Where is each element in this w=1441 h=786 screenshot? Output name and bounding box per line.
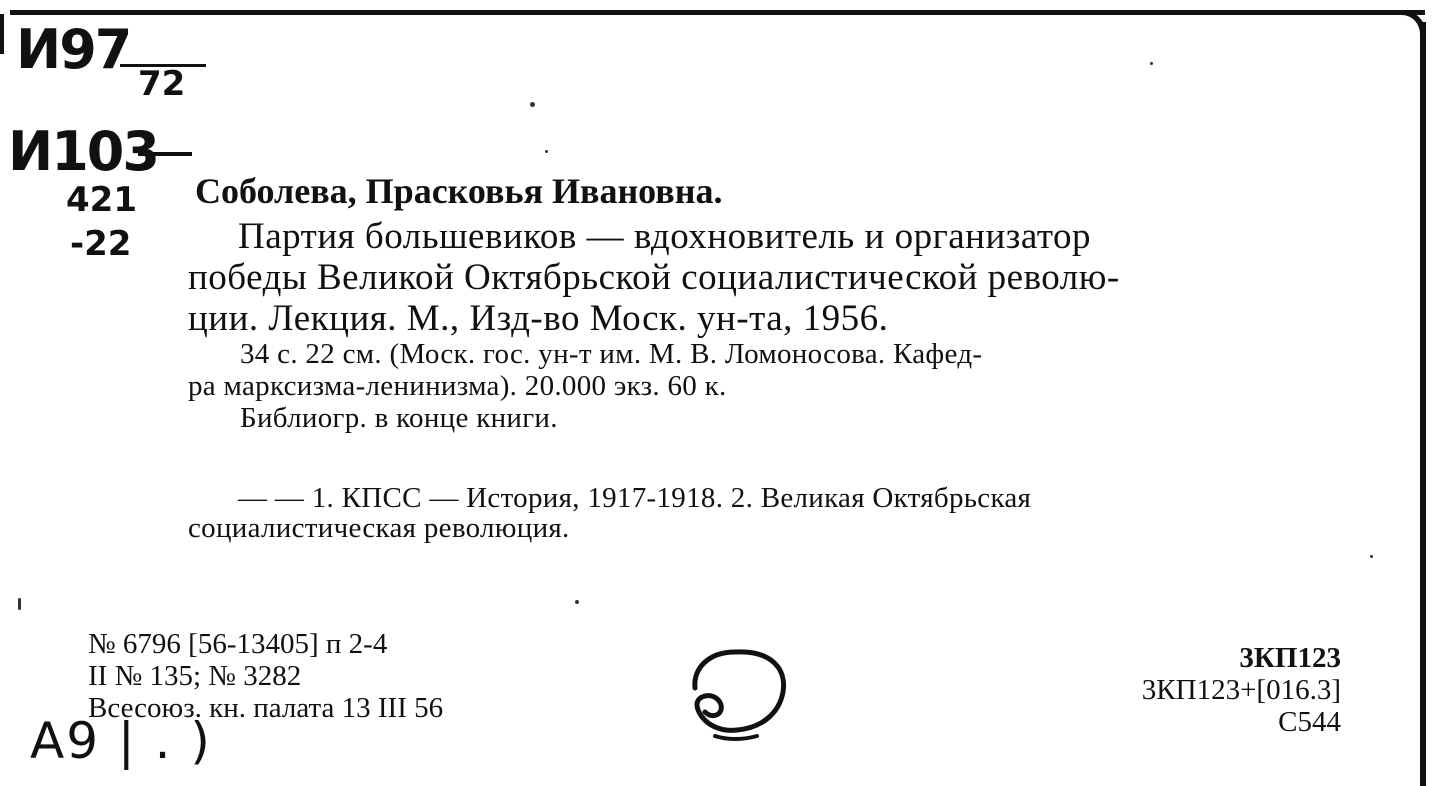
classification-code-1: 3КП123 [1239,642,1341,674]
card-border-left [0,14,4,54]
title-line-2: победы Великой Октябрьской социалистической револю- [188,257,1120,298]
scan-speckle [545,150,548,153]
scan-speckle [1150,62,1153,65]
scan-speckle [1370,555,1373,558]
chamber-imprint: Всесоюз. кн. палата 13 III 56 [88,692,444,724]
subject-headings-line-2: социалистическая революция. [188,512,570,544]
scan-speckle [18,598,21,610]
handwritten-dash [138,152,192,156]
scan-speckle [530,102,535,107]
author-mark: С544 [1278,706,1341,738]
title-line-1: Партия большевиков — вдохновитель и организатор [238,216,1092,257]
registration-sub-number: II № 135; № 3282 [88,660,302,692]
handwritten-code-fourth: -22 [70,224,132,264]
card-border-top [10,10,1425,15]
description-line-2: ра марксизма-ленинизма). 20.000 экз. 60 к. [188,370,727,402]
handwritten-bottom-mark: А9 | . ) [30,712,212,770]
registration-number: № 6796 [56-13405] п 2-4 [88,628,388,660]
handwritten-code-denominator: 72 [138,64,186,104]
handwritten-code-top: И97 [16,18,131,81]
description-line-1: 34 с. 22 см. (Моск. гос. ун-т им. М. В. Ломоносова. Кафед- [240,338,983,370]
library-stamp-oval [675,640,795,750]
title-line-3: ции. Лекция. М., Изд-во Моск. ун-та, 1956. [188,298,889,339]
handwritten-code-third: 421 [66,180,137,220]
subject-headings-line-1: — — 1. КПСС — История, 1917-1918. 2. Великая Октябрьская [238,482,1032,514]
scan-speckle [575,600,579,604]
bibliography-note: Библиогр. в конце книги. [240,402,558,434]
card-border-right [1420,22,1426,786]
handwritten-code-second: И103 [8,120,158,183]
author-heading: Соболева, Прасковья Ивановна. [195,171,723,211]
classification-code-2: 3КП123+[016.3] [1141,674,1341,706]
